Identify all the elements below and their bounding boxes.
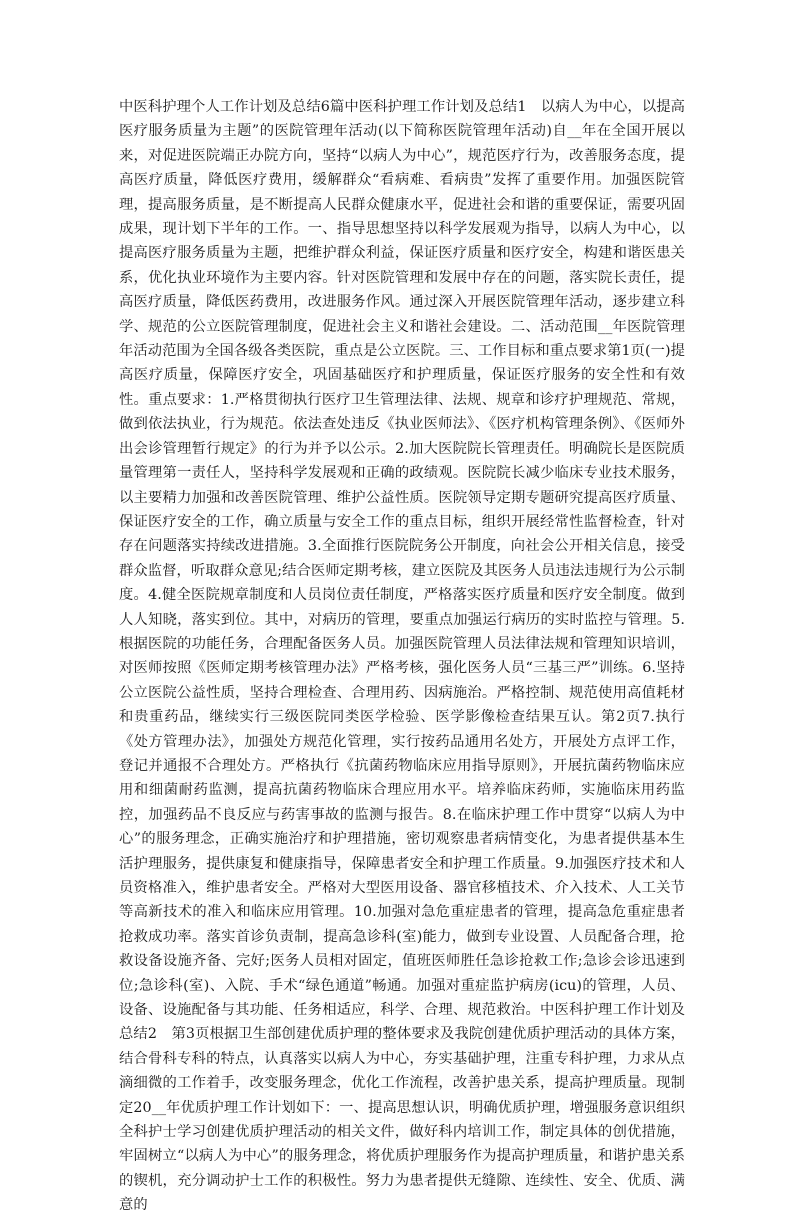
- document-body-text: 中医科护理个人工作计划及总结6篇中医科护理工作计划及总结1 以病人为中心，以提高医疗服务质量为主题”的医院管理年活动(以下简称医院管理年活动)自__年在全国开展以来，对促进医院端正办院方向，坚持“以病人为中心”，规范医疗行为，改善服务态度，提高医疗质量，降低医疗费用，缓解群众“看病难、看病贵”发挥了重要作用。加强医院管理，提高服务质量，是不断提高人民群众健康水平，促进社会和谐的重要保证，需要巩固成果，现计划下半年的工作。一、指导思想坚持以科学发展观为指导，以病人为中心，以提高医疗服务质量为主题，把维护群众利益，保证医疗质量和医疗安全，构建和谐医患关系，优化执业环境作为主要内容。针对医院管理和发展中存在的问题，落实院长责任，提高医疗质量，降低医药费用，改进服务作风。通过深入开展医院管理年活动，逐步建立科学、规范的公立医院管理制度，促进社会主义和谐社会建设。二、活动范围__年医院管理年活动范围为全国各级各类医院，重点是公立医院。三、工作目标和重点要求第1页(一)提高医疗质量，保障医疗安全，巩固基础医疗和护理质量，保证医疗服务的安全性和有效性。重点要求：1.严格贯彻执行医疗卫生管理法律、法规、规章和诊疗护理规范、常规，做到依法执业，行为规范。依法查处违反《执业医师法》、《医疗机构管理条例》、《医师外出会诊管理暂行规定》的行为并予以公示。2.加大医院院长管理责任。明确院长是医院质量管理第一责任人，坚持科学发展观和正确的政绩观。医院院长减少临床专业技术服务，以主要精力加强和改善医院管理、维护公益性质。医院领导定期专题研究提高医疗质量、保证医疗安全的工作，确立质量与安全工作的重点目标，组织开展经常性监督检查，针对存在问题落实持续改进措施。3.全面推行医院院务公开制度，向社会公开相关信息，接受群众监督，听取群众意见;结合医师定期考核，建立医院及其医务人员违法违规行为公示制度。4.健全医院规章制度和人员岗位责任制度，严格落实医疗质量和医疗安全制度。做到人人知晓，落实到位。其中，对病历的管理，要重点加强运行病历的实时监控与管理。5.根据医院的功能任务，合理配备医务人员。加强医院管理人员法律法规和管理知识培训，对医师按照《医师定期考核管理办法》严格考核，强化医务人员“三基三严”训练。6.坚持公立医院公益性质，坚持合理检查、合理用药、因病施治。严格控制、规范使用高值耗材和贵重药品，继续实行三级医院同类医学检验、医学影像检查结果互认。第2页7.执行《处方管理办法》，加强处方规范化管理，实行按药品通用名处方，开展处方点评工作，登记并通报不合理处方。严格执行《抗菌药物临床应用指导原则》，开展抗菌药物临床应用和细菌耐药监测，提高抗菌药物临床合理应用水平。培养临床药师，实施临床用药监控，加强药品不良反应与药害事故的监测与报告。8.在临床护理工作中贯穿“以病人为中心”的服务理念，正确实施治疗和护理措施，密切观察患者病情变化，为患者提供基本生活护理服务，提供康复和健康指导，保障患者安全和护理工作质量。9.加强医疗技术和人员资格准入，维护患者安全。严格对大型医用设备、器官移植技术、介入技术、人工关节等高新技术的准入和临床应用管理。10.加强对急危重症患者的管理，提高急危重症患者抢救成功率。落实首诊负责制，提高急诊科(室)能力，做到专业设置、人员配备合理，抢救设备设施齐备、完好;医务人员相对固定，值班医师胜任急诊抢救工作;急诊会诊迅速到位;急诊科(室)、入院、手术“绿色通道”畅通。加强对重症监护病房(icu)的管理，人员、设备、设施配备与其功能、任务相适应，科学、合理、规范救治。中医科护理工作计划及总结2 第3页根据卫生部创建优质护理的整体要求及我院创建优质护理活动的具体方案，结合骨科专科的特点，认真落实以病人为中心，夯实基础护理，注重专科护理，力求从点滴细微的工作着手，改变服务理念，优化工作流程，改善护患关系，提高护理质量。现制定20__年优质护理工作计划如下：一、提高思想认识，明确优质护理，增强服务意识组织全科护士学习创建优质护理活动的相关文件，做好科内培训工作，制定具体的创优措施，牢固树立“以病人为中心”的服务理念，将优质护理服务作为提高护理质量，和谐护患关系的锲机，充分调动护士工作的积极性。努力为患者提供无缝隙、连续性、安全、优质、满意的: [119, 99, 685, 1214]
- document-page: [119, 95, 685, 1218]
